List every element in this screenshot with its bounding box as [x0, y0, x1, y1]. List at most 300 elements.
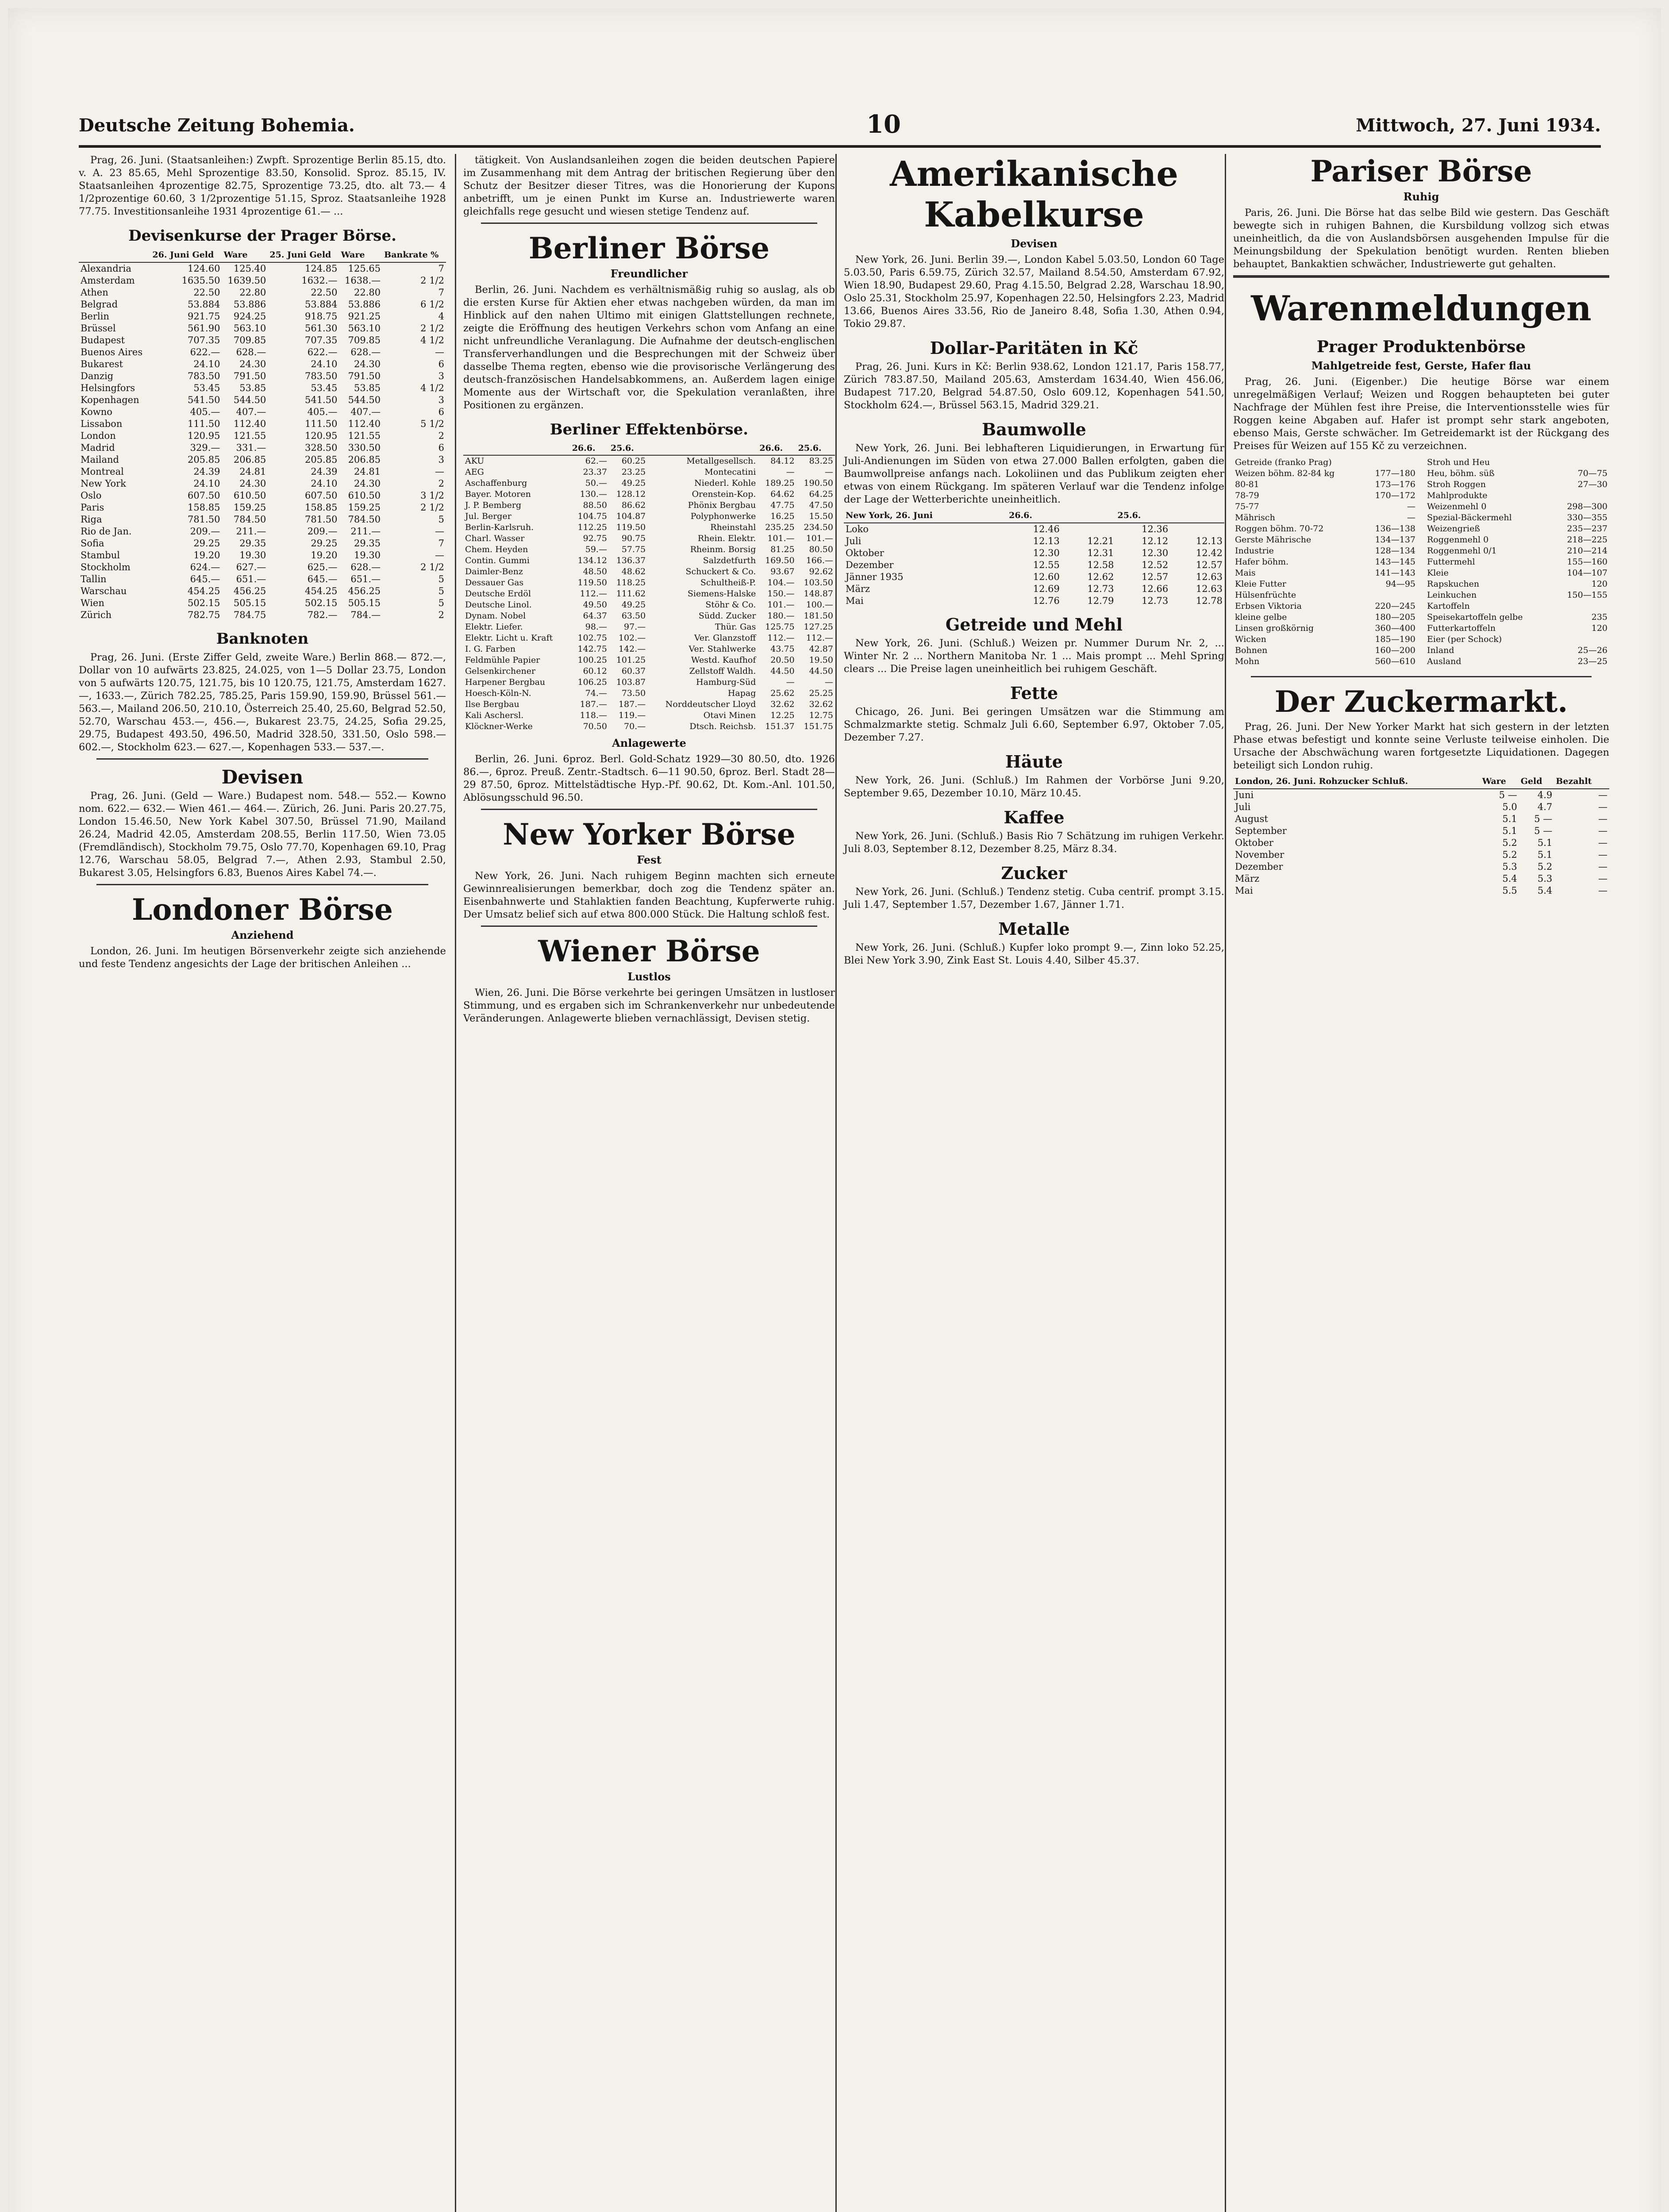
cell-value: 12.58: [1087, 560, 1114, 570]
row-label: Roggen böhm. 70-72: [1235, 524, 1324, 534]
cell-value: 53.85: [239, 383, 266, 393]
zuckermarkt-text: Prag, 26. Juni. Der New Yorker Markt hat sich gestern in der letzten Phase etwas befestigt und konnte seine Verluste teilweise einholen. Die Ursache der Abschwächung waren fortgesetzte Liquidationen. Dagegen beteiligt sich London ruhig.: [1233, 721, 1609, 771]
cell-value: 124.85: [304, 263, 338, 274]
table-row: [1425, 490, 1609, 501]
cell-value: —: [825, 467, 833, 477]
cell-value: —: [435, 526, 444, 537]
zuckermarkt-table: [1233, 775, 1609, 897]
table-row: [463, 699, 835, 710]
zuckermarkt-heading: Der Zuckermarkt.: [1274, 684, 1568, 719]
fette-heading: Fette: [1010, 683, 1058, 703]
cell-value: 360—400: [1375, 623, 1415, 633]
row-label: Eier (per Schock): [1427, 634, 1502, 644]
cell-value: Südd. Zucker: [698, 611, 756, 621]
table-row: [1233, 568, 1417, 579]
cell-value: 563.10: [233, 323, 266, 334]
table-row: [463, 555, 835, 566]
row-label: Sofia: [81, 538, 104, 549]
cell-value: 502.15: [304, 598, 338, 608]
cell-value: 205.85: [304, 454, 338, 465]
cell-value: 112.—: [580, 589, 607, 599]
row-label: Erbsen Viktoria: [1235, 601, 1302, 611]
cell-value: 2 1/2: [420, 562, 444, 572]
cell-value: 20.50: [770, 655, 795, 665]
cell-value: 783.50: [187, 371, 220, 381]
table-row: [463, 588, 835, 599]
cell-value: 60.25: [621, 456, 646, 466]
cell-value: 921.75: [187, 311, 220, 322]
cell-value: 180—205: [1375, 612, 1415, 622]
cell-value: 29.25: [193, 538, 220, 549]
table-row: [463, 688, 835, 699]
row-label: Mohn: [1235, 657, 1260, 666]
row-label: Juni: [1235, 790, 1254, 800]
row-label: Athen: [81, 287, 108, 298]
table-row: [1233, 813, 1609, 825]
cell-value: 5.2: [1537, 861, 1553, 872]
haeute-heading: Häute: [1005, 752, 1063, 772]
row-label: Bohnen: [1235, 645, 1268, 655]
cell-value: Rhein. Elektr.: [697, 534, 756, 543]
row-label: Wicken: [1235, 634, 1266, 644]
cell-value: 97.—: [624, 622, 646, 632]
table-row: [463, 611, 835, 622]
table-row: [1233, 590, 1417, 601]
cell-value: 98.—: [585, 622, 607, 632]
cell-value: 48.50: [583, 567, 607, 576]
table-row: [79, 502, 446, 514]
cell-value: 12.21: [1087, 536, 1114, 546]
pariser-boerse-text: Paris, 26. Juni. Die Börse hat das selbe Bild wie gestern. Das Geschäft bewegte sich in ruhigen Bahnen, die Kursbildung vollzog sich etwas uneinheitlich, da die von Auslandsbörsen ausgehenden Impulse für die Meinungsbildung der Spekulation benötigt wurden. Renten blieben behauptet, Bankaktien schwächer, Industriewerte gut gehalten.: [1233, 207, 1609, 270]
cell-value: 5.0: [1502, 802, 1517, 812]
row-label: Ausland: [1427, 657, 1461, 666]
cell-value: 4: [438, 311, 444, 322]
produkten-table-right: [1425, 457, 1609, 667]
cell-value: 22.50: [311, 287, 338, 298]
row-label: Deutsche Erdöl: [465, 589, 531, 599]
cell-value: 44.50: [809, 666, 833, 676]
cell-value: [1553, 601, 1609, 612]
cell-value: 210—214: [1567, 546, 1607, 556]
table-row: [1233, 873, 1609, 885]
cell-value: 111.62: [616, 589, 646, 599]
row-label: Daimler-Benz: [465, 567, 523, 576]
cell-value: 791.50: [233, 371, 266, 381]
row-label: Zürich: [81, 610, 112, 620]
cell-value: 7: [438, 263, 444, 274]
cell-value: 610.50: [233, 490, 266, 501]
cell-value: 607.50: [187, 490, 220, 501]
cell-value: 92.62: [809, 567, 833, 576]
cell-value: 622.—: [190, 347, 220, 357]
cell-value: 561.90: [187, 323, 220, 334]
column-header: 26.6.: [758, 442, 796, 455]
row-label: Linsen großkörnig: [1235, 623, 1314, 633]
divider: [481, 809, 817, 810]
anlagewerte-heading: Anlagewerte: [612, 737, 686, 749]
row-label: Lissabon: [81, 419, 123, 429]
table-row: [79, 430, 446, 442]
londoner-boerse-sub: Anziehend: [231, 929, 294, 941]
row-label: Brüssel: [81, 323, 116, 334]
row-label: Weizen böhm. 82-84 kg: [1235, 469, 1335, 478]
column-header: 26. Juni Geld: [150, 248, 222, 262]
table-row: [1425, 468, 1609, 479]
cell-value: 781.50: [187, 514, 220, 525]
wiener-boerse-text: Wien, 26. Juni. Die Börse verkehrte bei geringen Umsätzen in lustloser Stimmung, und es ergaben sich im Schrankenverkehr nur unbedeutende Veränderungen. Anlagewerte blieben vernachlässigt, Devisen stetig.: [463, 987, 835, 1024]
row-label: J. P. Bemberg: [465, 500, 522, 510]
page-number: 10: [866, 110, 901, 139]
table-row: [1425, 523, 1609, 534]
table-row: [844, 595, 1224, 607]
cell-value: 120.95: [187, 430, 220, 441]
devisen-heading: Devisen: [221, 766, 304, 788]
row-label: Jul. Berger: [465, 511, 511, 521]
table-row: [463, 489, 835, 500]
table-row: [1425, 579, 1609, 590]
table-row: [463, 467, 835, 478]
cell-value: 22.80: [239, 287, 266, 298]
row-label: Harpener Bergbau: [465, 677, 546, 687]
table-row: [79, 299, 446, 311]
cell-value: 5 —: [1534, 814, 1553, 824]
cell-value: 6: [438, 359, 444, 369]
table-row: [1425, 601, 1609, 612]
table-row: [844, 547, 1224, 559]
cell-value: 220—245: [1375, 601, 1415, 611]
cell-value: 103.50: [804, 578, 833, 588]
cell-value: [1061, 523, 1116, 535]
cell-value: 118.—: [580, 710, 607, 720]
row-label: Inland: [1427, 645, 1454, 655]
cell-value: 12.36: [1142, 524, 1169, 534]
cell-value: 47.50: [809, 500, 833, 510]
table-row: [1425, 634, 1609, 645]
wiener-boerse-heading: Wiener Börse: [538, 934, 760, 968]
table-row: [79, 478, 446, 490]
fette-text: Chicago, 26. Juni. Bei geringen Umsätzen war die Stimmung am Schmalzmarkte stetig. Schmalz Juli 6.60, September 6.97, Oktober 7.05, Dezember 7.27.: [844, 706, 1224, 743]
cell-value: 70.50: [583, 722, 607, 731]
cell-value: 93.67: [770, 567, 795, 576]
row-label: Berlin-Karlsruh.: [465, 522, 534, 532]
cell-value: 607.50: [304, 490, 338, 501]
cell-value: 235.25: [765, 522, 795, 532]
cell-value: 211.—: [236, 526, 266, 537]
row-label: Kowno: [81, 407, 112, 417]
row-label: Stockholm: [81, 562, 131, 572]
cell-value: 112.40: [233, 419, 266, 429]
cell-value: 610.50: [348, 490, 381, 501]
column-header: Ware: [339, 248, 382, 262]
table-row: [79, 597, 446, 609]
cell-value: 53.886: [233, 299, 266, 310]
kaffee-heading: Kaffee: [1004, 807, 1065, 827]
cell-value: 136—138: [1375, 524, 1415, 534]
cell-value: —: [786, 677, 795, 687]
table-row: [1425, 457, 1609, 468]
cell-value: 104—107: [1567, 568, 1607, 578]
cell-value: 5.2: [1502, 849, 1517, 860]
cell-value: 151.37: [765, 722, 795, 731]
cell-value: 120: [1591, 579, 1607, 589]
row-label: Juli: [846, 536, 861, 546]
cell-value: 42.87: [809, 644, 833, 654]
cell-value: 7: [438, 287, 444, 298]
cell-value: 24.10: [193, 478, 220, 489]
table-row: [1233, 612, 1417, 623]
cell-value: 3: [438, 454, 444, 465]
pariser-boerse-heading: Pariser Börse: [1310, 154, 1532, 188]
produktenboerse-heading: Prager Produktenbörse: [1316, 338, 1526, 356]
cell-value: 102.75: [577, 633, 607, 643]
table-row: [1233, 601, 1417, 612]
cell-value: 103.87: [616, 677, 646, 687]
cell-value: 2 1/2: [420, 502, 444, 513]
table-row: [79, 442, 446, 454]
table-row: [79, 334, 446, 346]
cell-value: 561.30: [304, 323, 338, 334]
table-row: [1233, 849, 1609, 861]
row-label: Berlin: [81, 311, 109, 322]
row-label: März: [1235, 873, 1260, 884]
column-header: New York, 26. Juni: [844, 509, 1007, 523]
cell-value: 53.85: [354, 383, 381, 393]
row-label: I. G. Farben: [465, 644, 516, 654]
cell-value: 12.62: [1087, 572, 1114, 582]
zucker-ny-text: New York, 26. Juni. (Schluß.) Tendenz stetig. Cuba centrif. prompt 3.15. Juli 1.47, September 1.57, Dezember 1.67, Jänner 1.71.: [844, 886, 1224, 910]
cell-value: 187.—: [618, 699, 646, 709]
row-label: Oktober: [846, 548, 884, 558]
cell-value: Metallgesellsch.: [686, 456, 756, 466]
cell-value: 142.75: [577, 644, 607, 654]
cell-value: 206.85: [233, 454, 266, 465]
cell-value: 24.30: [354, 478, 381, 489]
cell-value: 622.—: [307, 347, 338, 357]
cell-value: 25—26: [1577, 645, 1607, 655]
table-row: [1425, 645, 1609, 656]
banknoten-heading: Banknoten: [216, 630, 309, 648]
table-row: [79, 275, 446, 287]
cell-value: 12.66: [1142, 584, 1169, 594]
cell-value: 12.75: [809, 710, 833, 720]
cell-value: 125.40: [233, 263, 266, 274]
cell-value: 62.—: [585, 456, 607, 466]
cell-value: 106.25: [577, 677, 607, 687]
cell-value: —: [1598, 826, 1607, 836]
table-row: [463, 622, 835, 633]
baumwolle-table: [844, 509, 1224, 607]
table-row: [79, 262, 446, 275]
cell-value: 25.62: [770, 688, 795, 698]
cell-value: 104.87: [616, 511, 646, 521]
cell-value: 502.15: [187, 598, 220, 608]
cell-value: 53.45: [311, 383, 338, 393]
row-label: Weizengrieß: [1427, 524, 1481, 534]
row-label: August: [1235, 814, 1268, 824]
cell-value: 29.35: [239, 538, 266, 549]
cell-value: 159.25: [348, 502, 381, 513]
cell-value: 12.60: [1033, 572, 1060, 582]
kabelkurse-heading: Amerikanische Kabelkurse: [889, 154, 1179, 235]
cell-value: 127.25: [804, 622, 833, 632]
cell-value: 112.25: [577, 522, 607, 532]
staatsanleihen-text: Prag, 26. Juni. (Staatsanleihen:) Zwpft. Sprozentige Berlin 85.15, dto. v. A. 23 85.65, Mehl Sprozentige 83.50, Konsolid. Sproz. 85.15, IV. Staatsanleihen 4prozentige 82.75, Sprozentige 73.25, dto. alt 73.— 4 1/2prozentige 60.60, 3 1/2prozentige 51.15, Sproz. Staatsanleihe 1928 77.75. Investitionsanleihe 1931 4prozentige 61.— ...: [79, 154, 446, 217]
cell-value: 125.65: [348, 263, 381, 274]
cell-value: 47.75: [770, 500, 795, 510]
cell-value: Polyphonwerke: [690, 511, 756, 521]
row-label: London: [81, 430, 116, 441]
cell-value: 64.37: [583, 611, 607, 621]
cell-value: 560—610: [1375, 657, 1415, 666]
cell-value: 784.—: [350, 610, 381, 620]
cell-value: 24.81: [354, 466, 381, 477]
table-row: [1425, 612, 1609, 623]
cell-value: 211.—: [350, 526, 381, 537]
table-row: [463, 577, 835, 588]
devisen-text: Prag, 26. Juni. (Geld — Ware.) Budapest nom. 548.— 552.— Kowno nom. 622.— 632.— Wien 461.— 464.—. Zürich, 26. Juni. Paris 20.27.75, London 15.46.50, New York Kabel 307.50, Brüssel 71.90, Mailand 26.24, Madrid 42.05, Amsterdam 208.55, Berlin 117.50, Wien 73.05 (Fremdländisch), Stockholm 79.75, Oslo 77.70, Kopenhagen 69.10, Prag 12.76, Warschau 58.05, Belgrad 7.—, Athen 2.93, Stambul 2.50, Bukarest 3.05, Helsingfors 6.83, Buenos Aires Kabel 74.—.: [79, 790, 446, 879]
cell-value: 12.30: [1142, 548, 1169, 558]
cell-value: Norddeutscher Lloyd: [665, 699, 756, 709]
cell-value: 4 1/2: [420, 383, 444, 393]
cell-value: 5 —: [1499, 790, 1517, 800]
table-row: [79, 346, 446, 358]
cell-value: 112.—: [806, 633, 833, 643]
row-label: September: [1235, 826, 1287, 836]
row-label: 78-79: [1235, 491, 1259, 500]
table-row: [1233, 557, 1417, 568]
table-row: [79, 454, 446, 466]
cell-value: 23.37: [583, 467, 607, 477]
cell-value: 784.50: [233, 514, 266, 525]
table-row: [844, 571, 1224, 583]
table-row: [463, 677, 835, 688]
cell-value: 150.—: [767, 589, 795, 599]
cell-value: [1362, 590, 1417, 601]
table-row: [463, 500, 835, 511]
table-row: [1233, 634, 1417, 645]
cell-value: 544.50: [233, 395, 266, 405]
row-label: Speisekartoffeln gelbe: [1427, 612, 1523, 622]
table-row: [1233, 656, 1417, 667]
paper-name: Deutsche Zeitung Bohemia.: [79, 115, 355, 136]
cell-value: 5.4: [1502, 873, 1517, 884]
table-row: [1425, 568, 1609, 579]
cell-value: 143—145: [1375, 557, 1415, 567]
table-row: [1233, 479, 1417, 490]
cell-value: 19.30: [239, 550, 266, 561]
column-header: [647, 442, 758, 455]
effektenboerse-heading: Berliner Effektenbörse.: [550, 421, 749, 438]
cell-value: 12.46: [1033, 524, 1060, 534]
cell-value: 102.—: [618, 633, 646, 643]
cell-value: 12.25: [770, 710, 795, 720]
row-label: Montreal: [81, 466, 124, 477]
cell-value: 16.25: [770, 511, 795, 521]
cell-value: 101.25: [616, 655, 646, 665]
cell-value: Ver. Glanzstoff: [694, 633, 756, 643]
row-label: Bayer. Motoren: [465, 489, 531, 499]
divider: [96, 758, 428, 760]
cell-value: 111.50: [187, 419, 220, 429]
row-label: Bukarest: [81, 359, 123, 369]
cell-value: 190.50: [804, 478, 833, 488]
cell-value: 1639.50: [227, 275, 266, 286]
row-label: Aschaffenburg: [465, 478, 527, 488]
divider: [481, 223, 817, 224]
cell-value: 5: [438, 574, 444, 584]
row-label: AEG: [465, 467, 484, 477]
cell-value: 177—180: [1375, 469, 1415, 478]
cell-value: 86.62: [621, 500, 646, 510]
row-label: November: [1235, 849, 1284, 860]
table-row: [79, 370, 446, 382]
metalle-text: New York, 26. Juni. (Schluß.) Kupfer loko prompt 9.—, Zinn loko 52.25, Blei New York 3.90, Zink East St. Louis 4.40, Silber 45.37.: [844, 942, 1224, 966]
column-header: [1170, 509, 1224, 523]
cell-value: —: [1598, 873, 1607, 884]
row-label: Budapest: [81, 335, 125, 346]
table-row: [1425, 623, 1609, 634]
cell-value: 24.10: [311, 478, 338, 489]
table-row: [1425, 512, 1609, 523]
auslandsanleihen-text: tätigkeit. Von Auslandsanleihen zogen die beiden deutschen Papiere im Zusammenhang mit dem Antrag der britischen Regierung über den Schutz der Besitzer dieser Titres, was die Honorierung der Kupons anbetrifft, um je einen Punkt im Kurse an. Industriewerte waren gleichfalls rege gesucht und wiesen stetige Tendenz auf.: [463, 154, 835, 217]
table-row: [1233, 512, 1417, 523]
cell-value: 130.—: [580, 489, 607, 499]
cell-value: 25.25: [809, 688, 833, 698]
cell-value: 1638.—: [345, 275, 381, 286]
cell-value: 12.12: [1142, 536, 1169, 546]
cell-value: 709.85: [348, 335, 381, 346]
cell-value: 22.50: [193, 287, 220, 298]
table-row: [1425, 501, 1609, 512]
masthead: [79, 110, 1601, 148]
cell-value: 24.30: [354, 359, 381, 369]
row-label: Elektr. Licht u. Kraft: [465, 633, 553, 643]
cell-value: [1362, 457, 1417, 468]
cell-value: 49.25: [621, 478, 646, 488]
table-row: [463, 710, 835, 721]
cell-value: 74.—: [585, 688, 607, 698]
getreide-text: New York, 26. Juni. (Schluß.) Weizen pr. Nummer Durum Nr. 2, ... Winter Nr. 2 ... Northern Manitoba Nr. 1 ... Mais prompt ... Mehl Spring clears ... Die Preise lagen uneinheitlich bei ruhigem Geschäft.: [844, 637, 1224, 675]
cell-value: 142.—: [618, 644, 646, 654]
table-row: [463, 721, 835, 732]
cell-value: 12.30: [1033, 548, 1060, 558]
produktenboerse-sub: Mahlgetreide fest, Gerste, Hafer flau: [1311, 359, 1531, 372]
cell-value: 158.85: [304, 502, 338, 513]
cell-value: 12.76: [1033, 595, 1060, 606]
cell-value: —: [1598, 837, 1607, 848]
cell-value: Rheinm. Borsig: [690, 545, 756, 554]
cell-value: Dtsch. Reichsb.: [689, 722, 756, 731]
row-label: Gelsenkirchener: [465, 666, 536, 676]
table-row: [79, 394, 446, 406]
cell-value: 27—30: [1577, 480, 1607, 489]
table-row: [1233, 623, 1417, 634]
cell-value: 12.42: [1196, 548, 1223, 558]
cell-value: 50.—: [585, 478, 607, 488]
column-header: 25.6.: [609, 442, 647, 455]
cell-value: 782.75: [187, 610, 220, 620]
cell-value: 7: [438, 538, 444, 549]
table-row: [463, 455, 835, 467]
cell-value: 12.13: [1196, 536, 1223, 546]
cell-value: 330—355: [1567, 513, 1607, 522]
cell-value: —: [1598, 885, 1607, 896]
cell-value: 23—25: [1577, 657, 1607, 666]
cell-value: 5: [438, 598, 444, 608]
table-row: [1233, 490, 1417, 501]
table-row: [463, 644, 835, 655]
cell-value: 651.—: [350, 574, 381, 584]
